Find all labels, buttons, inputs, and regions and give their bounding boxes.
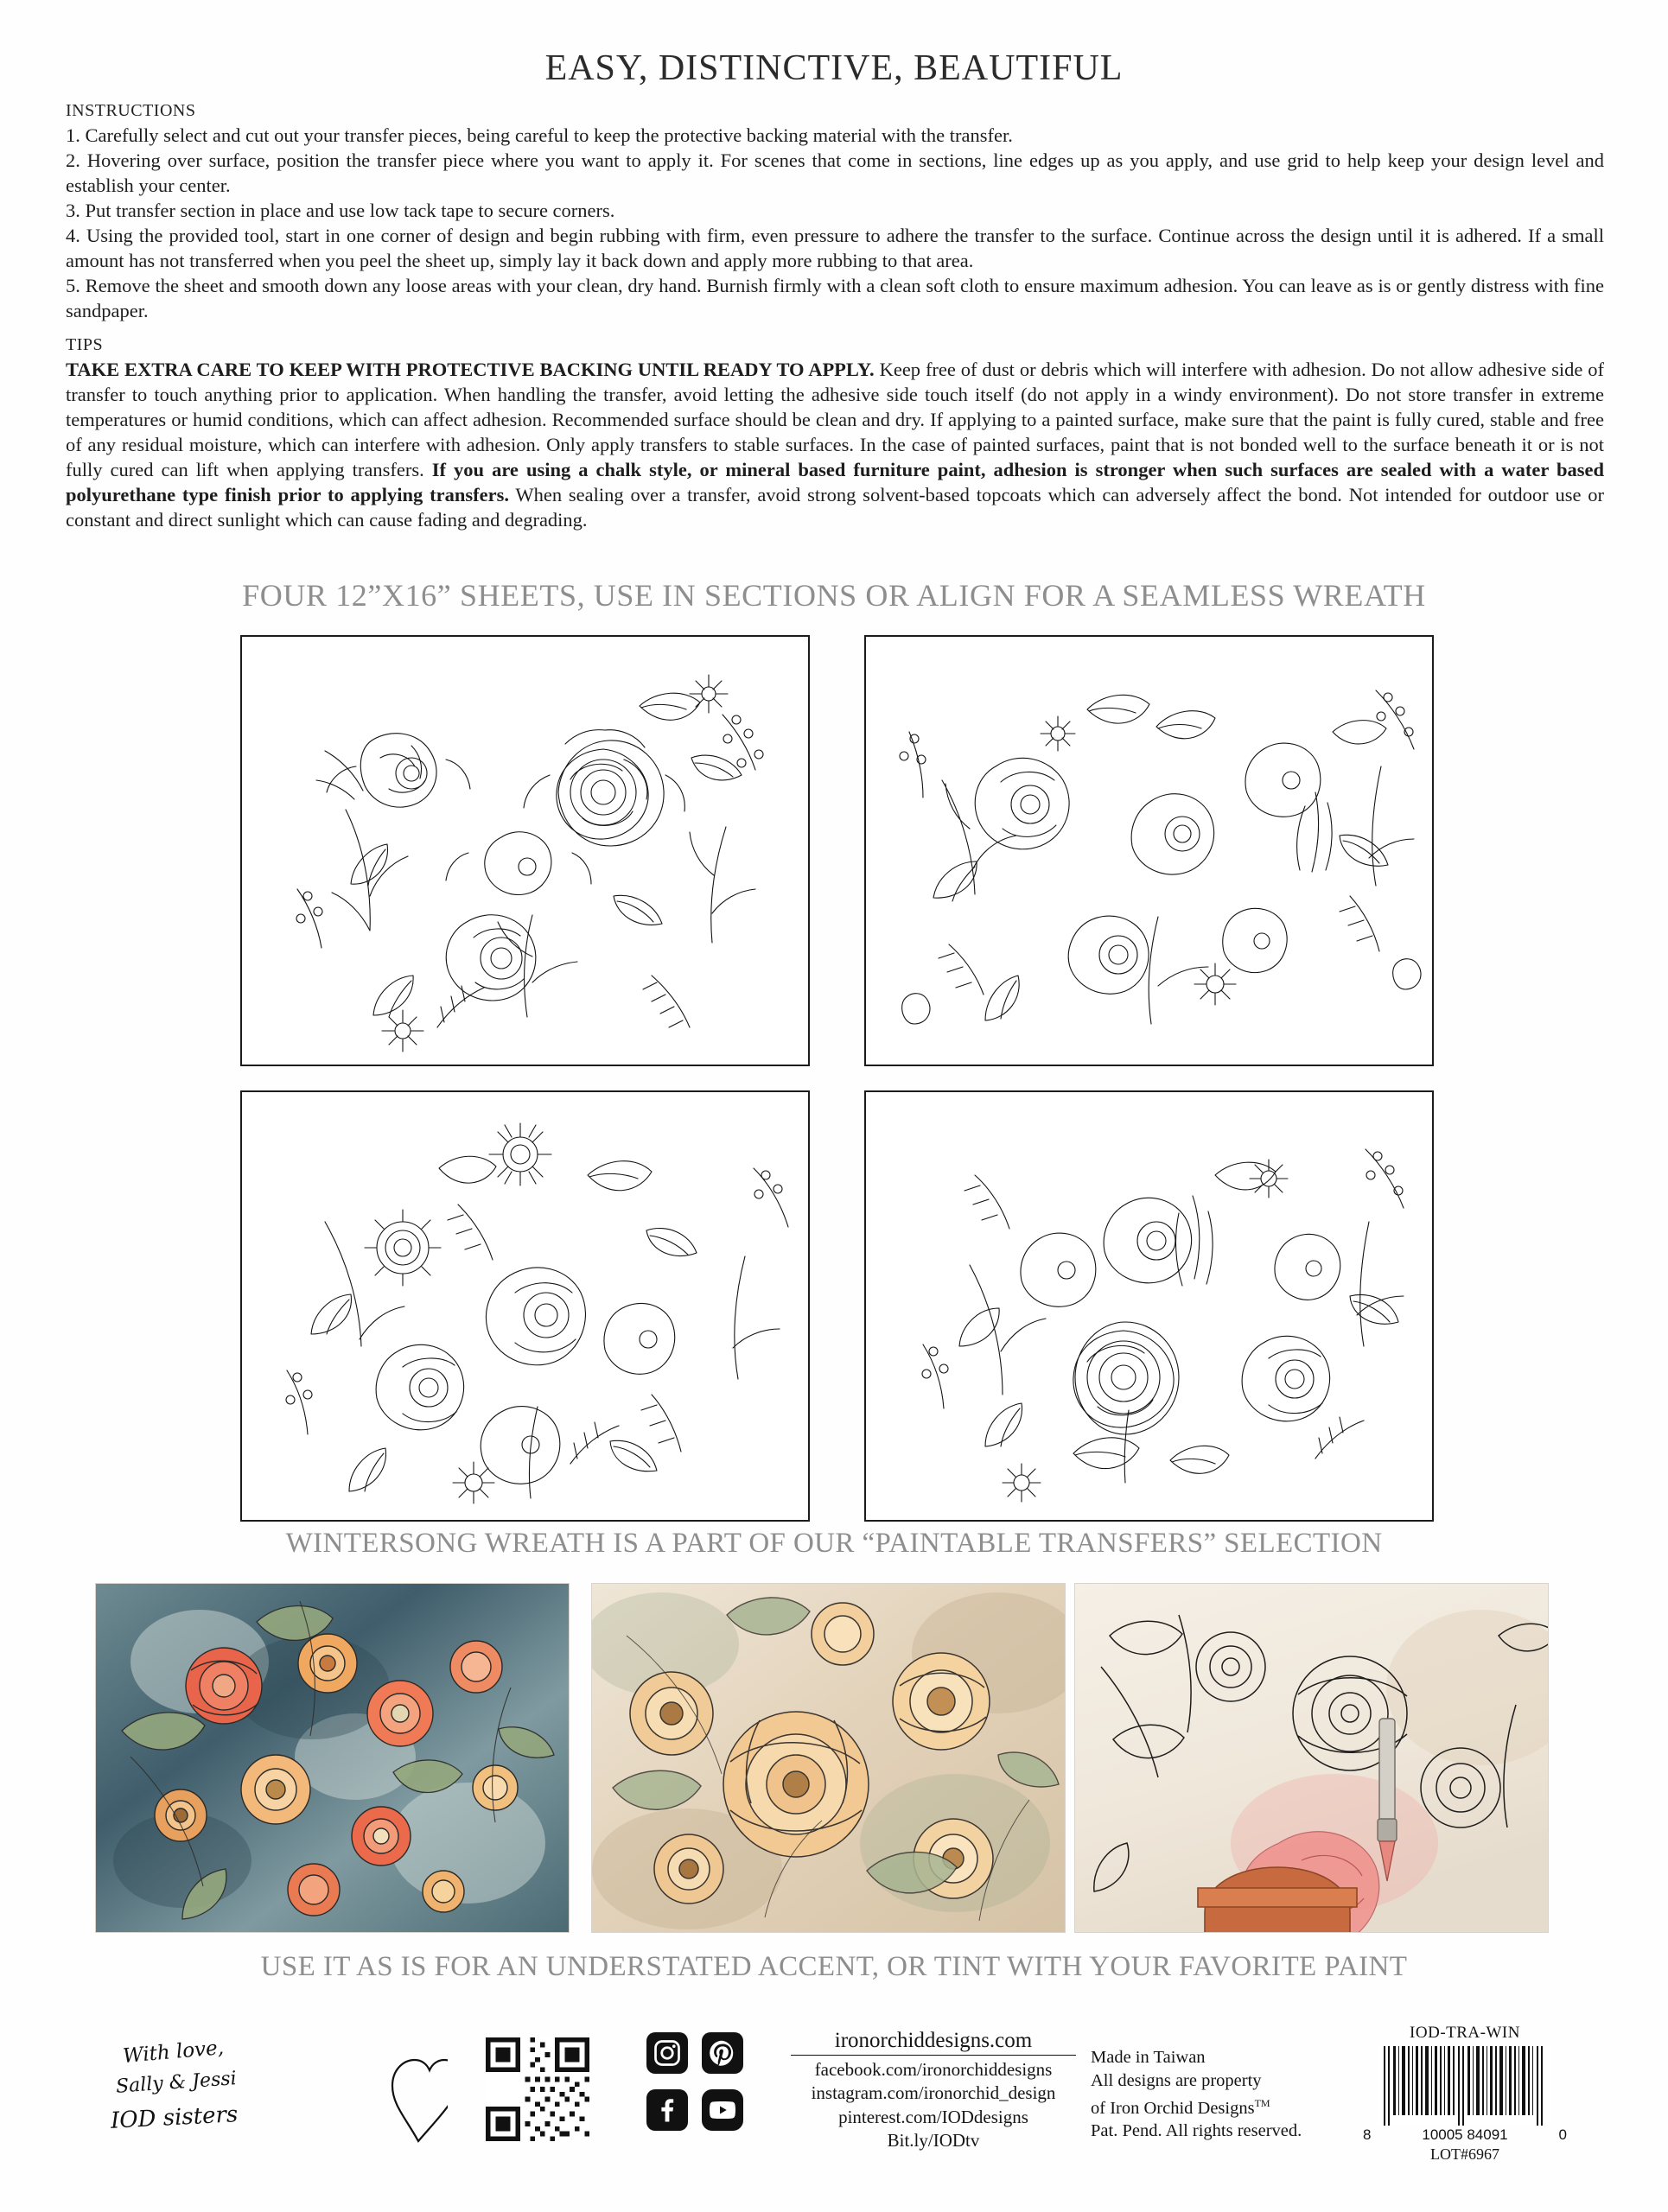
painted-sample-photo-1 bbox=[95, 1583, 570, 1933]
floral-line-art-2 bbox=[866, 637, 1432, 1065]
instruction-step: 2. Hovering over surface, position the transfer piece where you want to apply it. For scenes that come in sections, line edges up as you apply, and use grid to help keep your design level and establish your center. bbox=[66, 149, 1604, 196]
instagram-icon[interactable] bbox=[646, 2032, 688, 2074]
floral-line-art-4 bbox=[866, 1092, 1432, 1520]
tips-mid-bold: If you are using a chalk style, or mineral based furniture paint, adhesion is stronger when such surfaces are sealed with a water based polyurethane type finish prior to applying transfers. bbox=[66, 459, 1604, 505]
signature-line-1: With love, bbox=[122, 2036, 225, 2069]
tips-label: TIPS bbox=[66, 335, 104, 354]
qr-code[interactable] bbox=[486, 2037, 589, 2141]
tips-lead-bold: TAKE EXTRA CARE TO KEEP WITH PROTECTIVE BACKING UNTIL READY TO APPLY. bbox=[66, 359, 875, 380]
painted-floral-teal bbox=[96, 1584, 569, 1932]
facebook-icon[interactable] bbox=[646, 2089, 688, 2131]
qr-code-image bbox=[486, 2037, 589, 2141]
links-block bbox=[778, 2029, 1089, 2153]
footer bbox=[0, 2013, 1668, 2212]
barcode-block bbox=[1357, 2024, 1573, 2164]
instructions-block bbox=[66, 101, 1604, 532]
tips-body-1: Keep free of dust or debris which will interfere with adhesion. Do not allow adhesive side of transfer to touch anything prior to application. When handling the transfer, avoid letting the adhesive side touch itself (do not apply in a windy environment). Do not store transfer in extreme temperatures or humid conditions, which can affect adhesion. Recommended surface should be clean and dry. If applying to a painted surface, make sure that the paint is fully cured, stable and free of any residual moisture, which can interfere with adhesion. Only apply transfers to stable surfaces. In the case of painted surfaces, paint that is not bonded well to the surface beneath it or is not fully cured can lift when applying transfers. bbox=[66, 359, 1604, 480]
instruction-step: 3. Put transfer section in place and use low tack tape to secure corners. bbox=[66, 200, 615, 221]
pinterest-link[interactable]: pinterest.com/IODdesigns bbox=[838, 2106, 1028, 2127]
made-in-line: Made in Taiwan bbox=[1091, 2048, 1206, 2067]
instagram-link[interactable]: instagram.com/ironorchid_design bbox=[811, 2082, 1056, 2103]
sku-label: IOD-TRA-WIN bbox=[1410, 2024, 1520, 2042]
use-heading: USE IT AS IS FOR AN UNDERSTATED ACCENT, OR TINT WITH YOUR FAVORITE PAINT bbox=[260, 1951, 1408, 1982]
tips-body-2: When sealing over a transfer, avoid strong solvent-based topcoats which can adversely affect the bond. Not intended for outdoor use or constant and direct sunlight which can cause fading and degrading. bbox=[66, 484, 1604, 531]
lot-number: LOT#6967 bbox=[1430, 2145, 1499, 2163]
barcode-digits-row bbox=[1363, 2126, 1567, 2144]
instruction-step: 5. Remove the sheet and smooth down any loose areas with your clean, dry hand. Burnish firmly with a clean soft cloth to ensure maximum adhesion. You can leave as is or gently distress with fine sandpaper. bbox=[66, 275, 1604, 321]
floral-line-art-3 bbox=[242, 1092, 808, 1520]
made-in-block bbox=[1091, 2046, 1341, 2143]
property-text: of Iron Orchid Designs bbox=[1091, 2098, 1255, 2118]
signature-line-3: IOD sisters bbox=[110, 2101, 239, 2134]
property-line-2 bbox=[1091, 2092, 1341, 2120]
tips-paragraph bbox=[66, 357, 1604, 532]
facebook-link[interactable]: facebook.com/ironorchiddesigns bbox=[814, 2058, 1053, 2080]
painted-floral-peach bbox=[592, 1584, 1065, 1932]
painted-sample-photo-3 bbox=[1074, 1583, 1549, 1933]
barcode-image bbox=[1378, 2046, 1551, 2126]
property-line-1: All designs are property bbox=[1091, 2070, 1262, 2090]
transfer-sheet-2 bbox=[864, 635, 1434, 1066]
signature-block bbox=[110, 2036, 335, 2160]
barcode-main-digits: 10005 84091 bbox=[1422, 2126, 1508, 2143]
heart-icon bbox=[387, 2051, 448, 2146]
instructions-label: INSTRUCTIONS bbox=[66, 101, 196, 120]
barcode-right-digit: 0 bbox=[1558, 2126, 1567, 2143]
page-title: EASY, DISTINCTIVE, BEAUTIFUL bbox=[544, 48, 1124, 88]
pinterest-icon[interactable] bbox=[702, 2032, 743, 2074]
transfer-sheet-1 bbox=[240, 635, 810, 1066]
youtube-icon[interactable] bbox=[702, 2089, 743, 2131]
transfer-sheet-4 bbox=[864, 1090, 1434, 1522]
signature-line-2: Sally & Jessi bbox=[115, 2068, 238, 2098]
floral-line-art-1 bbox=[242, 637, 808, 1065]
patent-line: Pat. Pend. All rights reserved. bbox=[1091, 2121, 1302, 2141]
sheets-heading: FOUR 12”X16” SHEETS, USE IN SECTIONS OR ALIGN FOR A SEAMLESS WREATH bbox=[242, 578, 1426, 613]
social-icons bbox=[646, 2032, 750, 2145]
instruction-step: 4. Using the provided tool, start in one corner of design and begin rubbing with firm, even pressure to adhere the transfer to the surface. Continue across the design until it is adhered. If a small amount has not transferred when you peel the sheet up, simply lay it back down and apply more rubbing to that area. bbox=[66, 225, 1604, 271]
brush-tinting-photo bbox=[1075, 1584, 1548, 1932]
divider bbox=[791, 2055, 1076, 2056]
website-link[interactable]: ironorchiddesigns.com bbox=[834, 2029, 1033, 2052]
transfer-sheet-3 bbox=[240, 1090, 810, 1522]
painted-sample-photo-2 bbox=[591, 1583, 1066, 1933]
youtube-link[interactable]: Bit.ly/IODtv bbox=[887, 2130, 980, 2151]
paintable-heading: WINTERSONG WREATH IS A PART OF OUR “PAINTABLE TRANSFERS” SELECTION bbox=[285, 1528, 1383, 1559]
barcode-left-digit: 8 bbox=[1363, 2126, 1372, 2143]
instruction-step: 1. Carefully select and cut out your transfer pieces, being careful to keep the protective backing material with the transfer. bbox=[66, 124, 1013, 146]
trademark-symbol: TM bbox=[1254, 2097, 1270, 2109]
